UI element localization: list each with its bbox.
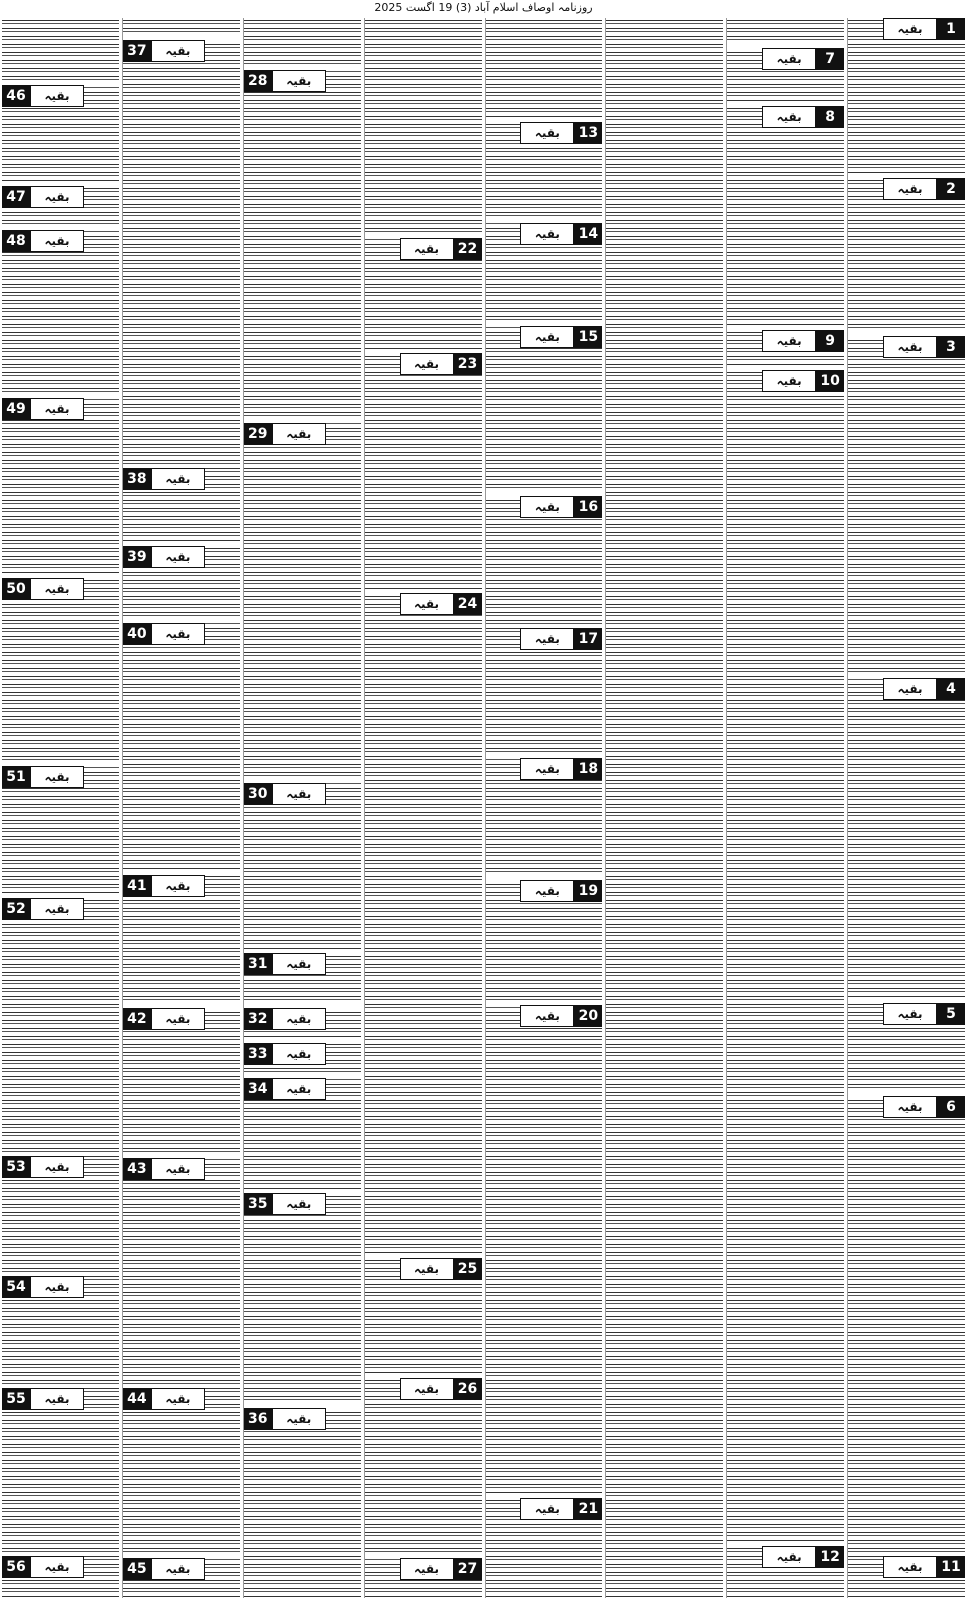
continuation-label: بقیہ (520, 1005, 574, 1027)
continuation-tab (244, 953, 326, 975)
text-column (243, 18, 361, 1598)
continuation-tab (2, 578, 84, 600)
continuation-number: 15 (574, 326, 602, 348)
continuation-number: 31 (244, 953, 272, 975)
continuation-label: بقیہ (272, 423, 326, 445)
continuation-label: بقیہ (30, 898, 84, 920)
continuation-label: بقیہ (883, 1096, 937, 1118)
continuation-tab (244, 1043, 326, 1065)
continuation-label: بقیہ (520, 628, 574, 650)
continuation-tab (400, 1558, 482, 1580)
continuation-tab (762, 370, 844, 392)
continuation-label: بقیہ (883, 178, 937, 200)
continuation-number: 21 (574, 1498, 602, 1520)
continuation-label: بقیہ (151, 468, 205, 490)
page-header (0, 0, 967, 16)
continuation-tab (520, 223, 602, 245)
continuation-number: 45 (123, 1558, 151, 1580)
continuation-tab (244, 1408, 326, 1430)
continuation-number: 22 (454, 238, 482, 260)
continuation-label: بقیہ (762, 106, 816, 128)
continuation-tab (2, 186, 84, 208)
continuation-tab (762, 48, 844, 70)
continuation-tab (520, 1005, 602, 1027)
continuation-number: 25 (454, 1258, 482, 1280)
continuation-tab (2, 1556, 84, 1578)
continuation-number: 16 (574, 496, 602, 518)
continuation-label: بقیہ (520, 496, 574, 518)
continuation-tab (2, 898, 84, 920)
continuation-label: بقیہ (520, 223, 574, 245)
continuation-tab (762, 330, 844, 352)
continuation-tab (2, 85, 84, 107)
continuation-number: 6 (937, 1096, 965, 1118)
continuation-tab (2, 230, 84, 252)
continuation-label: بقیہ (151, 40, 205, 62)
continuation-number: 23 (454, 353, 482, 375)
continuation-number: 54 (2, 1276, 30, 1298)
continuation-tab (400, 1378, 482, 1400)
continuation-label: بقیہ (400, 1378, 454, 1400)
continuation-label: بقیہ (400, 238, 454, 260)
continuation-tab (883, 678, 965, 700)
continuation-tab (400, 1258, 482, 1280)
continuation-number: 37 (123, 40, 151, 62)
continuation-label: بقیہ (30, 186, 84, 208)
text-column (726, 18, 844, 1598)
continuation-tab (883, 1556, 965, 1578)
continuation-label: بقیہ (400, 593, 454, 615)
continuation-number: 27 (454, 1558, 482, 1580)
text-column (364, 18, 482, 1598)
continuation-tab (123, 1388, 205, 1410)
continuation-label: بقیہ (400, 353, 454, 375)
continuation-tab (400, 238, 482, 260)
continuation-tab (244, 1193, 326, 1215)
continuation-label: بقیہ (883, 1556, 937, 1578)
continuation-number: 8 (816, 106, 844, 128)
continuation-number: 2 (937, 178, 965, 200)
continuation-label: بقیہ (272, 1078, 326, 1100)
continuation-number: 12 (816, 1546, 844, 1568)
continuation-label: بقیہ (30, 1556, 84, 1578)
continuation-tab (123, 875, 205, 897)
continuation-label: بقیہ (30, 1156, 84, 1178)
continuation-number: 43 (123, 1158, 151, 1180)
continuation-tab (400, 353, 482, 375)
continuation-label: بقیہ (30, 578, 84, 600)
continuation-number: 28 (244, 70, 272, 92)
continuation-number: 33 (244, 1043, 272, 1065)
continuation-number: 17 (574, 628, 602, 650)
continuation-tab (883, 1096, 965, 1118)
continuation-number: 35 (244, 1193, 272, 1215)
continuation-number: 46 (2, 85, 30, 107)
continuation-number: 49 (2, 398, 30, 420)
continuation-tab (520, 758, 602, 780)
continuation-tab (520, 326, 602, 348)
continuation-label: بقیہ (151, 1388, 205, 1410)
continuation-number: 40 (123, 623, 151, 645)
continuation-number: 9 (816, 330, 844, 352)
continuation-number: 14 (574, 223, 602, 245)
continuation-label: بقیہ (30, 766, 84, 788)
continuation-tab (2, 1388, 84, 1410)
continuation-tab (2, 1276, 84, 1298)
continuation-tab (244, 70, 326, 92)
continuation-number: 24 (454, 593, 482, 615)
continuation-number: 19 (574, 880, 602, 902)
continuation-label: بقیہ (151, 546, 205, 568)
continuation-tab (2, 398, 84, 420)
header-title: روزنامہ اوصاف اسلام آباد (3) 19 اگست 2025 (374, 1, 593, 14)
newspaper-page (2, 18, 965, 1598)
continuation-number: 41 (123, 875, 151, 897)
continuation-tab (520, 880, 602, 902)
continuation-number: 32 (244, 1008, 272, 1030)
continuation-label: بقیہ (272, 953, 326, 975)
continuation-number: 39 (123, 546, 151, 568)
continuation-label: بقیہ (762, 1546, 816, 1568)
continuation-tab (123, 1158, 205, 1180)
text-column (122, 18, 240, 1598)
continuation-label: بقیہ (30, 1276, 84, 1298)
continuation-label: بقیہ (883, 18, 937, 40)
continuation-number: 52 (2, 898, 30, 920)
continuation-number: 34 (244, 1078, 272, 1100)
continuation-label: بقیہ (520, 880, 574, 902)
continuation-number: 38 (123, 468, 151, 490)
text-column (2, 18, 119, 1598)
continuation-label: بقیہ (151, 1158, 205, 1180)
continuation-tab (2, 766, 84, 788)
continuation-tab (2, 1156, 84, 1178)
continuation-label: بقیہ (520, 758, 574, 780)
continuation-tab (244, 1008, 326, 1030)
continuation-number: 13 (574, 122, 602, 144)
continuation-number: 29 (244, 423, 272, 445)
text-column (847, 18, 965, 1598)
continuation-label: بقیہ (400, 1258, 454, 1280)
continuation-number: 55 (2, 1388, 30, 1410)
continuation-number: 47 (2, 186, 30, 208)
continuation-tab (123, 546, 205, 568)
continuation-number: 3 (937, 336, 965, 358)
continuation-number: 20 (574, 1005, 602, 1027)
continuation-tab (762, 1546, 844, 1568)
continuation-tab (244, 423, 326, 445)
continuation-label: بقیہ (520, 122, 574, 144)
continuation-tab (762, 106, 844, 128)
continuation-label: بقیہ (272, 1043, 326, 1065)
continuation-label: بقیہ (151, 1558, 205, 1580)
continuation-label: بقیہ (151, 1008, 205, 1030)
continuation-number: 7 (816, 48, 844, 70)
continuation-label: بقیہ (151, 623, 205, 645)
continuation-tab (520, 122, 602, 144)
continuation-number: 36 (244, 1408, 272, 1430)
continuation-number: 30 (244, 783, 272, 805)
continuation-label: بقیہ (272, 1193, 326, 1215)
continuation-tab (400, 593, 482, 615)
continuation-label: بقیہ (762, 370, 816, 392)
continuation-label: بقیہ (520, 1498, 574, 1520)
continuation-tab (520, 628, 602, 650)
continuation-label: بقیہ (272, 1408, 326, 1430)
continuation-tab (883, 178, 965, 200)
continuation-label: بقیہ (272, 783, 326, 805)
continuation-label: بقیہ (272, 70, 326, 92)
continuation-number: 50 (2, 578, 30, 600)
continuation-tab (123, 1558, 205, 1580)
continuation-number: 18 (574, 758, 602, 780)
continuation-tab (244, 783, 326, 805)
continuation-tab (123, 1008, 205, 1030)
continuation-tab (883, 18, 965, 40)
continuation-label: بقیہ (30, 1388, 84, 1410)
continuation-label: بقیہ (883, 1003, 937, 1025)
text-column (605, 18, 723, 1598)
continuation-tab (123, 40, 205, 62)
continuation-tab (883, 1003, 965, 1025)
continuation-label: بقیہ (30, 230, 84, 252)
continuation-label: بقیہ (883, 336, 937, 358)
continuation-label: بقیہ (762, 330, 816, 352)
continuation-label: بقیہ (30, 398, 84, 420)
continuation-tab (123, 468, 205, 490)
continuation-number: 26 (454, 1378, 482, 1400)
continuation-label: بقیہ (272, 1008, 326, 1030)
continuation-label: بقیہ (151, 875, 205, 897)
continuation-number: 10 (816, 370, 844, 392)
continuation-tab (883, 336, 965, 358)
continuation-label: بقیہ (762, 48, 816, 70)
continuation-label: بقیہ (520, 326, 574, 348)
continuation-number: 48 (2, 230, 30, 252)
continuation-number: 11 (937, 1556, 965, 1578)
continuation-number: 51 (2, 766, 30, 788)
continuation-number: 4 (937, 678, 965, 700)
continuation-tab (244, 1078, 326, 1100)
continuation-number: 42 (123, 1008, 151, 1030)
text-column (485, 18, 603, 1598)
continuation-label: بقیہ (400, 1558, 454, 1580)
continuation-number: 1 (937, 18, 965, 40)
continuation-tab (123, 623, 205, 645)
continuation-tab (520, 1498, 602, 1520)
continuation-number: 5 (937, 1003, 965, 1025)
continuation-number: 56 (2, 1556, 30, 1578)
continuation-number: 44 (123, 1388, 151, 1410)
continuation-number: 53 (2, 1156, 30, 1178)
continuation-tab (520, 496, 602, 518)
continuation-label: بقیہ (883, 678, 937, 700)
continuation-label: بقیہ (30, 85, 84, 107)
